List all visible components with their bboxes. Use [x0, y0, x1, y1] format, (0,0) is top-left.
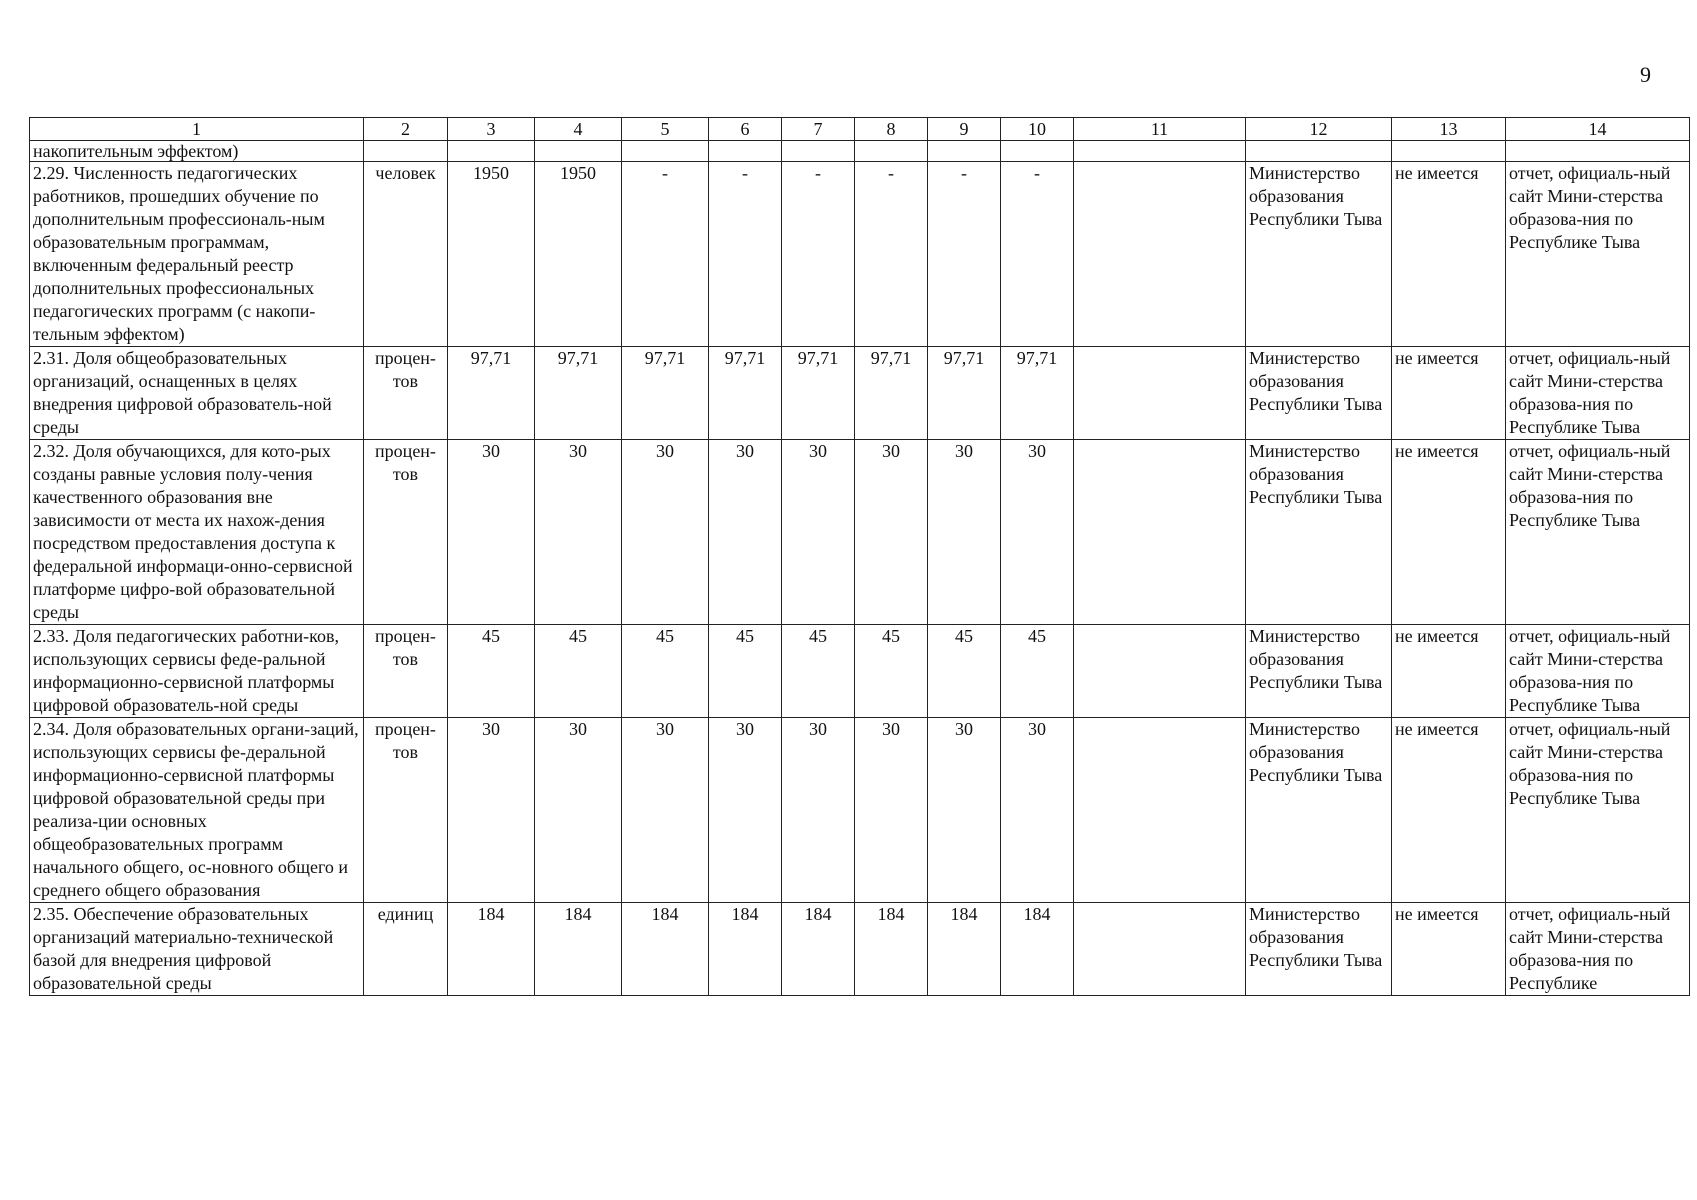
column-header: 2 [364, 118, 448, 141]
value-cell: 30 [855, 718, 928, 903]
unit-cell: единиц [364, 903, 448, 996]
value-cell: 30 [622, 718, 709, 903]
responsible-org: Министерство образования Республики Тыва [1246, 718, 1392, 903]
data-source: отчет, официаль-ный сайт Мини-стерства образова-ния по Республике Тыва [1506, 440, 1690, 625]
value-cell: 1950 [448, 162, 535, 347]
value-cell: 30 [535, 440, 622, 625]
responsible-org: Министерство образования Республики Тыва [1246, 903, 1392, 996]
value-cell: 97,71 [855, 347, 928, 440]
table-row [30, 903, 1690, 996]
value-cell: 30 [448, 718, 535, 903]
relation-cell: не имеется [1392, 440, 1506, 625]
value-cell: 30 [448, 440, 535, 625]
table-row [30, 162, 1690, 347]
col11-cell [1074, 347, 1246, 440]
value-cell: - [1001, 162, 1074, 347]
value-cell: 45 [535, 625, 622, 718]
data-source: отчет, официаль-ный сайт Мини-стерства образова-ния по Республике Тыва [1506, 162, 1690, 347]
table-row [30, 347, 1690, 440]
relation-cell: не имеется [1392, 625, 1506, 718]
table-row [30, 625, 1690, 718]
value-cell: 45 [1001, 625, 1074, 718]
col11-cell [1074, 162, 1246, 347]
column-header: 5 [622, 118, 709, 141]
table-row [30, 440, 1690, 625]
value-cell: 184 [622, 903, 709, 996]
column-header: 7 [782, 118, 855, 141]
indicator-name: 2.35. Обеспечение образовательных организаций материально-технической базой для внедрения цифровой образовательной среды [30, 903, 364, 996]
column-header: 13 [1392, 118, 1506, 141]
responsible-org: Министерство образования Республики Тыва [1246, 347, 1392, 440]
relation-cell: не имеется [1392, 347, 1506, 440]
indicator-name: 2.29. Численность педагогических работников, прошедших обучение по дополнительным профессиональ-ным образовательным программам, включенным федеральный реестр дополнительных профессиональных педагогических программ (с накопи-тельным эффектом) [30, 162, 364, 347]
value-cell: - [622, 162, 709, 347]
column-header: 10 [1001, 118, 1074, 141]
continuation-text: накопительным эффектом) [30, 141, 364, 162]
value-cell: 30 [782, 718, 855, 903]
column-number-row [30, 118, 1690, 141]
column-header: 1 [30, 118, 364, 141]
value-cell: - [928, 162, 1001, 347]
column-header: 12 [1246, 118, 1392, 141]
responsible-org: Министерство образования Республики Тыва [1246, 440, 1392, 625]
column-header: 3 [448, 118, 535, 141]
value-cell: 184 [709, 903, 782, 996]
relation-cell: не имеется [1392, 903, 1506, 996]
col11-cell [1074, 903, 1246, 996]
column-header: 8 [855, 118, 928, 141]
unit-cell: процен-тов [364, 440, 448, 625]
indicator-name: 2.34. Доля образовательных органи-заций, использующих сервисы фе-деральной информационно-сервисной платформы цифровой образовательной среды при реализа-ции основных общеобразовательных программ начального общего, ос-новного общего и среднего общего образования [30, 718, 364, 903]
column-header: 6 [709, 118, 782, 141]
value-cell: 30 [709, 440, 782, 625]
value-cell: 97,71 [709, 347, 782, 440]
value-cell: 45 [855, 625, 928, 718]
unit-cell: человек [364, 162, 448, 347]
value-cell: 30 [928, 718, 1001, 903]
value-cell: 184 [855, 903, 928, 996]
column-header: 14 [1506, 118, 1690, 141]
col11-cell [1074, 718, 1246, 903]
value-cell: 184 [782, 903, 855, 996]
data-source: отчет, официаль-ный сайт Мини-стерства образова-ния по Республике Тыва [1506, 718, 1690, 903]
column-header: 9 [928, 118, 1001, 141]
value-cell: - [782, 162, 855, 347]
value-cell: 30 [782, 440, 855, 625]
value-cell: 97,71 [782, 347, 855, 440]
value-cell: 30 [1001, 718, 1074, 903]
col11-cell [1074, 625, 1246, 718]
value-cell: 97,71 [448, 347, 535, 440]
value-cell: 30 [1001, 440, 1074, 625]
indicator-name: 2.33. Доля педагогических работни-ков, использующих сервисы феде-ральной информационно-сервисной платформы цифровой образователь-ной среды [30, 625, 364, 718]
data-source: отчет, официаль-ный сайт Мини-стерства образова-ния по Республике [1506, 903, 1690, 996]
continuation-row [30, 141, 1690, 162]
value-cell: 45 [448, 625, 535, 718]
unit-cell: процен-тов [364, 625, 448, 718]
responsible-org: Министерство образования Республики Тыва [1246, 625, 1392, 718]
value-cell: 1950 [535, 162, 622, 347]
value-cell: 97,71 [928, 347, 1001, 440]
value-cell: 184 [928, 903, 1001, 996]
relation-cell: не имеется [1392, 162, 1506, 347]
value-cell: 184 [535, 903, 622, 996]
value-cell: - [855, 162, 928, 347]
data-source: отчет, официаль-ный сайт Мини-стерства образова-ния по Республике Тыва [1506, 625, 1690, 718]
value-cell: 97,71 [622, 347, 709, 440]
value-cell: 30 [855, 440, 928, 625]
value-cell: 45 [782, 625, 855, 718]
column-header: 4 [535, 118, 622, 141]
value-cell: 45 [622, 625, 709, 718]
responsible-org: Министерство образования Республики Тыва [1246, 162, 1392, 347]
value-cell: 97,71 [1001, 347, 1074, 440]
value-cell: 30 [928, 440, 1001, 625]
indicator-name: 2.32. Доля обучающихся, для кото-рых созданы равные условия полу-чения качественного образования вне зависимости от места их нахож-дения посредством предоставления доступа к федеральной информаци-онно-сервисной платформе цифро-вой образовательной среды [30, 440, 364, 625]
value-cell: 45 [709, 625, 782, 718]
page-number: 9 [1640, 62, 1651, 87]
value-cell: 97,71 [535, 347, 622, 440]
value-cell: 45 [928, 625, 1001, 718]
data-source: отчет, официаль-ный сайт Мини-стерства образова-ния по Республике Тыва [1506, 347, 1690, 440]
indicator-name: 2.31. Доля общеобразовательных организаций, оснащенных в целях внедрения цифровой образователь-ной среды [30, 347, 364, 440]
value-cell: 184 [1001, 903, 1074, 996]
column-header: 11 [1074, 118, 1246, 141]
col11-cell [1074, 440, 1246, 625]
value-cell: 184 [448, 903, 535, 996]
relation-cell: не имеется [1392, 718, 1506, 903]
value-cell: - [709, 162, 782, 347]
table-row [30, 718, 1690, 903]
value-cell: 30 [622, 440, 709, 625]
indicators-table [29, 117, 1690, 996]
value-cell: 30 [535, 718, 622, 903]
unit-cell: процен-тов [364, 347, 448, 440]
unit-cell: процен-тов [364, 718, 448, 903]
value-cell: 30 [709, 718, 782, 903]
